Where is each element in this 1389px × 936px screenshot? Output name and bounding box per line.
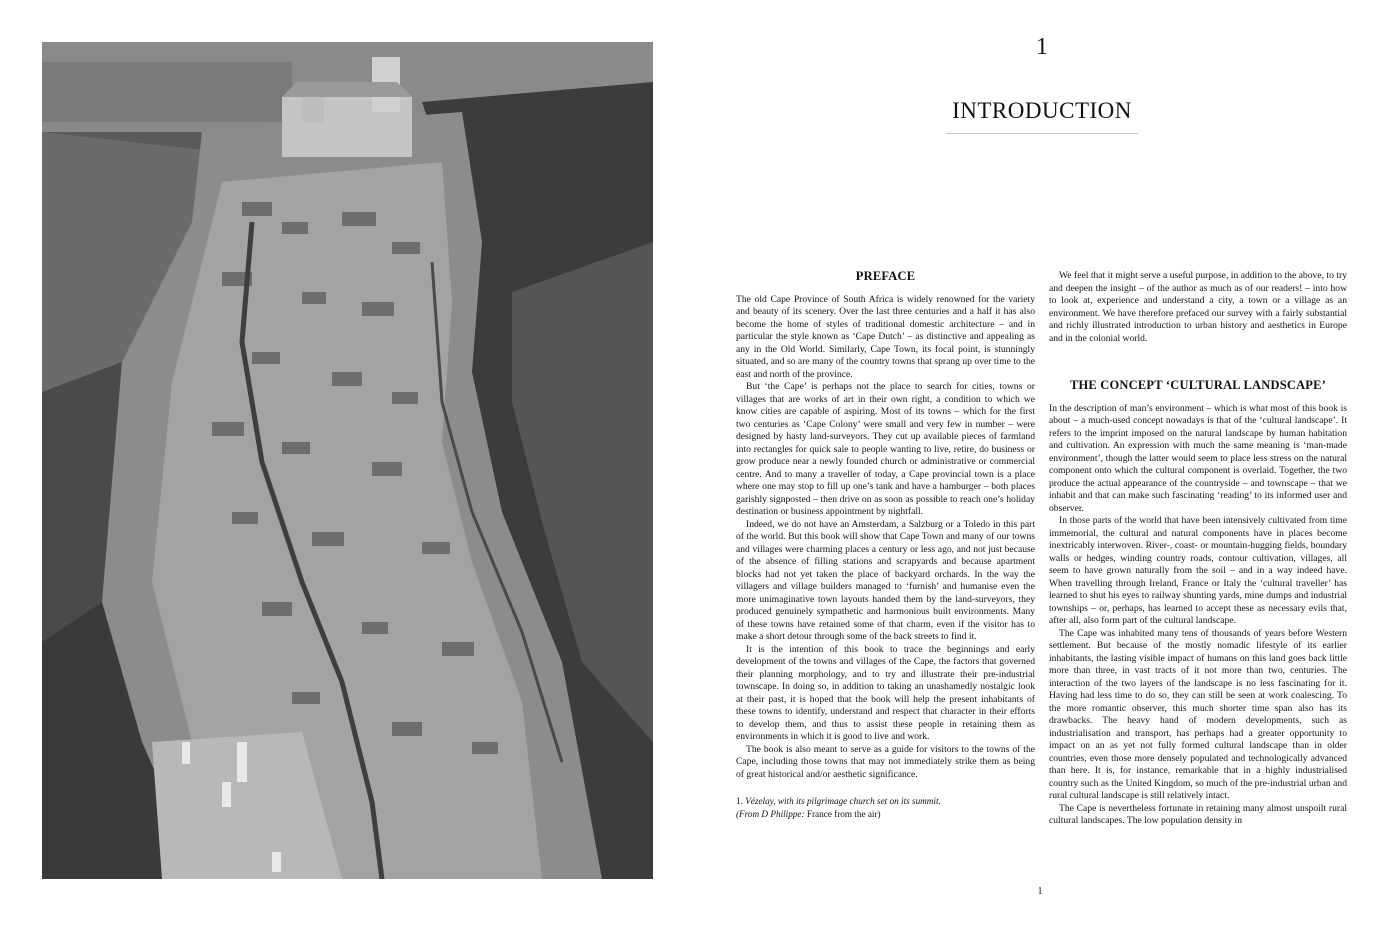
concept-heading: THE CONCEPT ‘CULTURAL LANDSCAPE’ — [1069, 378, 1327, 392]
preface-paragraph: It is the intention of this book to trace the beginnings and early development of the towns and villages of the Cape, the factors that governed their planning morphology, and to try and illustrate their pre-industrial townscape. In doing so, in addition to taking an unashamedly nostalgic look at their past, it is hoped that the book will help the present inhabitants of these towns to identify, understand and respect that character in their efforts to develop them, and thus to assist these people in retaining them as environments in which it is good to live and work. — [736, 643, 1035, 742]
concept-paragraph: In the description of man’s environment – which is what most of this book is about – a much-used concept nowadays is that of the ‘cultural landscape’. It refers to the imprint imposed on the natural landscape by human habitation and cultivation. An expression with much the same meaning is ‘man-made environment’, though the latter would seem to place less stress on the natural component onto which the cultural component is overlaid. Together, the two produce the actual appearance of the countryside – and townscape – that we inhabit and that can make such fascinating ‘reading’ to its informed user and observer. — [1049, 402, 1347, 514]
preface-column — [736, 270, 1035, 820]
preface-heading: PREFACE — [855, 269, 916, 283]
preface-paragraph: The book is also meant to serve as a guide for visitors to the towns of the Cape, including those towns that may not immediately strike them as being of great historical and/or aesthetic significance. — [736, 743, 1035, 780]
concept-column — [1049, 270, 1347, 828]
preface-paragraph: Indeed, we do not have an Amsterdam, a Salzburg or a Toledo in this part of the world. But this book will show that Cape Town and many of our towns and villages were charming places a century or less ago, and not just because of the absence of filling stations and scrapyards and because apartment blocks had not yet taken the place of backyard orchards. In the way the villagers and village builders managed to ‘furnish’ and humanise even the more unimaginative town layouts handed them by the land-surveyors, they produced genuinely sympathetic and harmonious built environments. Many of these towns have retained some of that charm, even if the visitor has to make a short detour through some of the back streets to find it. — [736, 518, 1035, 642]
chapter-title: INTRODUCTION — [952, 98, 1132, 123]
concept-paragraph: In those parts of the world that have been intensively cultivated from time immemorial, the cultural and natural components have in places become inextricably interwoven. River-, coast- or mountain-hugging fields, boundary walls or hedges, winding country roads, contour cultivation, villages, all seem to have grown naturally from the soil – and in a way indeed have. When travelling through Ireland, France or Italy the ‘cultural traveller’ has learned to shut his eyes to railway shunting yards, mine dumps and industrial townships – or, perhaps, has learned to accept these as necessary evils that, after all, also form part of the cultural landscape. — [1049, 515, 1347, 626]
caption-source-title: France from the air) — [806, 808, 881, 819]
caption-source: (From D Philippe: — [736, 808, 805, 819]
caption-title: Vézelay, with its pilgrimage church set on its summit. — [745, 796, 941, 806]
title-divider — [946, 133, 1138, 134]
aerial-photograph — [42, 42, 653, 879]
caption-line-2 — [736, 808, 1035, 821]
aerial-photo-illustration — [42, 42, 653, 879]
chapter-number: 1 — [1036, 34, 1048, 60]
photo-caption — [736, 795, 1035, 820]
concept-paragraph: The Cape was inhabited many tens of thousands of years before Western settlement. But because of the mostly nomadic lifestyle of its earlier inhabitants, the lasting visible impact of humans on this land goes back little more than three, in vast tracts of it not more than two, centuries. The interaction of the two layers of the landscape is no less fascinating for it. Having had less time to do so, they can still be seen at work coalescing. To the more romantic observer, this much shorter time span also has its drawbacks. The heavy hand of modern developments, such as industrialisation and transport, has perhaps had a greater opportunity to impact on an as yet not fully formed cultural landscape than in older countries, even those more densely populated and technologically advanced than here. It is, for instance, remarkable that in a highly industrialised country such as the United Kingdom, so much of the pre-industrial urban and rural cultural landscape is still relatively intact. — [1049, 627, 1347, 801]
intro-paragraph: We feel that it might serve a useful purpose, in addition to the above, to try and deepen the insight – of the author as much as of our readers! – into how to look at, experience and understand a city, a town or a village as an environment. We have therefore prefaced our survey with a fairly substantial and richly illustrated introduction to urban history and aesthetics in Europe and in the colonial world. — [1049, 270, 1347, 344]
concept-paragraph: The Cape is nevertheless fortunate in retaining many almost unspoilt rural cultural landscapes. The low population density in — [1049, 802, 1347, 826]
page-number: 1 — [1037, 886, 1043, 897]
caption-number: 1. — [736, 796, 743, 806]
preface-paragraph: But ‘the Cape’ is perhaps not the place to search for cities, towns or villages that are works of art in their own right, a condition to which we know cities are capable of aspiring. Most of its towns – which for the first two centuries as ‘Cape Colony’ were small and very few in number – were designed by hasty land-surveyors. They cut up available pieces of farmland into rectangles for quick sale to people wanting to live, retire, do business or grow produce near a newly founded church or administrative or commercial centre. And to many a traveller of today, a Cape provincial town is a place where one may stop to fill up one’s tank and have a hamburger – both places garishly signposted – then drive on as soon as possible to reach one’s holiday destination or business appointment by nightfall. — [736, 381, 1035, 517]
preface-paragraph: The old Cape Province of South Africa is widely renowned for the variety and beauty of its scenery. Over the last three centuries and a half it has also become the home of styles of traditional domestic architecture – and in particular the style known as ‘Cape Dutch’ – as distinctive and appealing as any in the Old World. Similarly, Cape Town, its focal point, is stunningly situated, and so are many of the country towns that sprang up over time to the east and north of the province. — [736, 293, 1035, 380]
caption-line-1 — [736, 795, 1035, 808]
